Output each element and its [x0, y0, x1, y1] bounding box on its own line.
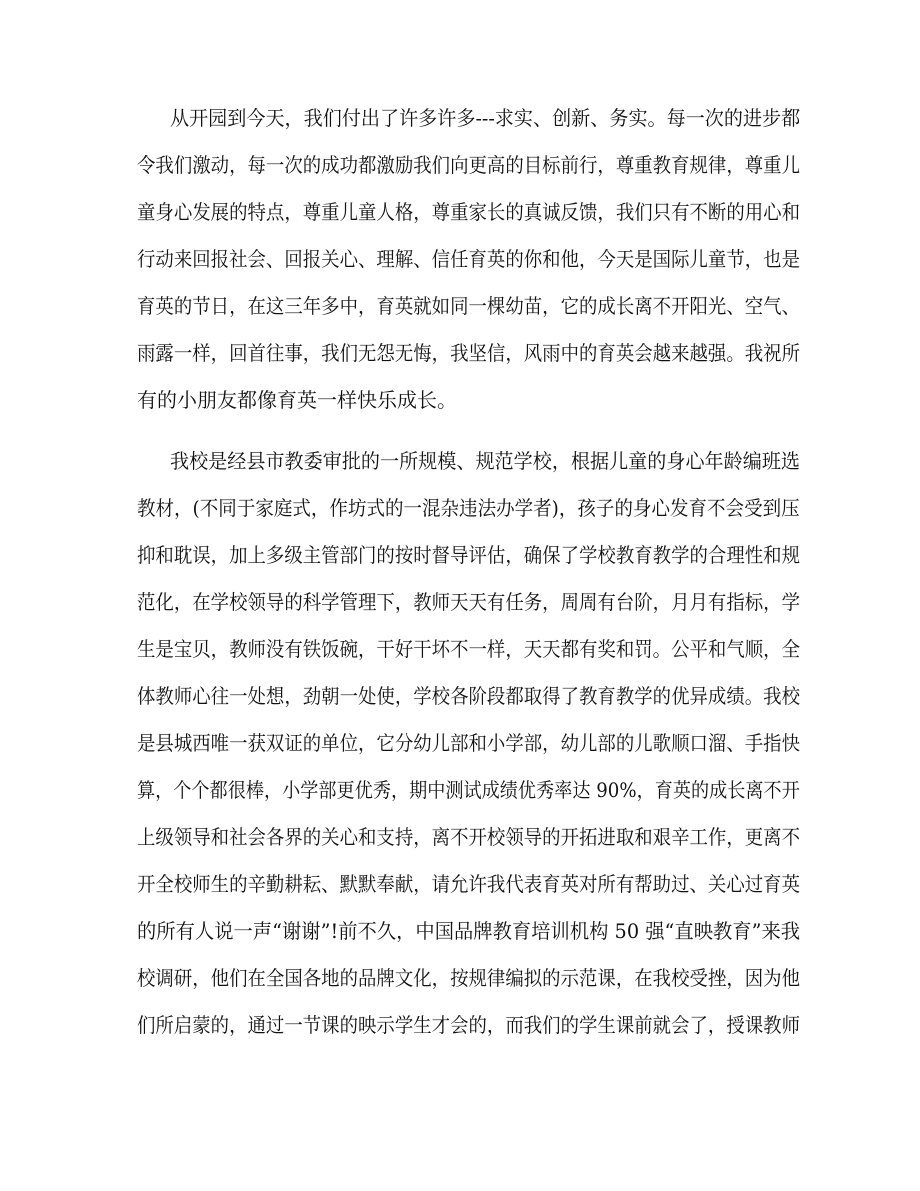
text-line: 上级领导和社会各界的关心和支持，离不开校领导的开拓进取和艰辛工作，更离不: [137, 825, 800, 849]
text-line: 范化，在学校领导的科学管理下，教师天天有任务，周周有台阶，月月有指标，学: [137, 590, 800, 614]
text-line: 令我们激动，每一次的成功都激励我们向更高的目标前行，尊重教育规律，尊重儿: [137, 153, 800, 177]
text-line: 雨露一样，回首往事，我们无怨无悔，我坚信，风雨中的育英会越来越强。我祝所: [137, 341, 800, 365]
text-line: 童身心发展的特点，尊重儿童人格，尊重家长的真诚反馈，我们只有不断的用心和: [137, 200, 800, 224]
text-line: 们所启蒙的，通过一节课的映示学生才会的，而我们的学生课前就会了，授课教师: [137, 1013, 800, 1037]
text-line: 开全校师生的辛勤耕耘、默默奉献，请允许我代表育英对所有帮助过、关心过育英: [137, 872, 800, 896]
text-line: 算，个个都很棒，小学部更优秀，期中测试成绩优秀率达 90%，育英的成长离不开: [137, 778, 800, 802]
text-line: 是县城西唯一获双证的单位，它分幼儿部和小学部，幼儿部的儿歌顺口溜、手指快: [137, 731, 800, 755]
text-line: 生是宝贝，教师没有铁饭碗，干好干坏不一样，天天都有奖和罚。公平和气顺，全: [137, 637, 800, 661]
text-line: 教材，(不同于家庭式，作坊式的一混杂违法办学者)，孩子的身心发育不会受到压: [137, 496, 800, 520]
text-line: 校调研，他们在全国各地的品牌文化，按规律编拟的示范课，在我校受挫，因为他: [137, 966, 800, 990]
text-line: 育英的节日，在这三年多中，育英就如同一棵幼苗，它的成长离不开阳光、空气、: [137, 294, 800, 318]
text-line: 有的小朋友都像育英一样快乐成长。: [137, 388, 457, 412]
text-line: 行动来回报社会、回报关心、理解、信任育英的你和他，今天是国际儿童节，也是: [137, 247, 800, 271]
text-line: 体教师心往一处想，劲朝一处使，学校各阶段都取得了教育教学的优异成绩。我校: [137, 684, 800, 708]
text-line: 抑和耽误，加上多级主管部门的按时督导评估，确保了学校教育教学的合理性和规: [137, 543, 800, 567]
text-line: 从开园到今天，我们付出了许多许多---求实、创新、务实。每一次的进步都: [170, 106, 801, 130]
text-line: 我校是经县市教委审批的一所规模、规范学校，根据儿童的身心年龄编班选: [170, 449, 800, 473]
text-line: 的所有人说一声“谢谢”!前不久，中国品牌教育培训机构 50 强“直映教育”来我: [137, 919, 801, 943]
